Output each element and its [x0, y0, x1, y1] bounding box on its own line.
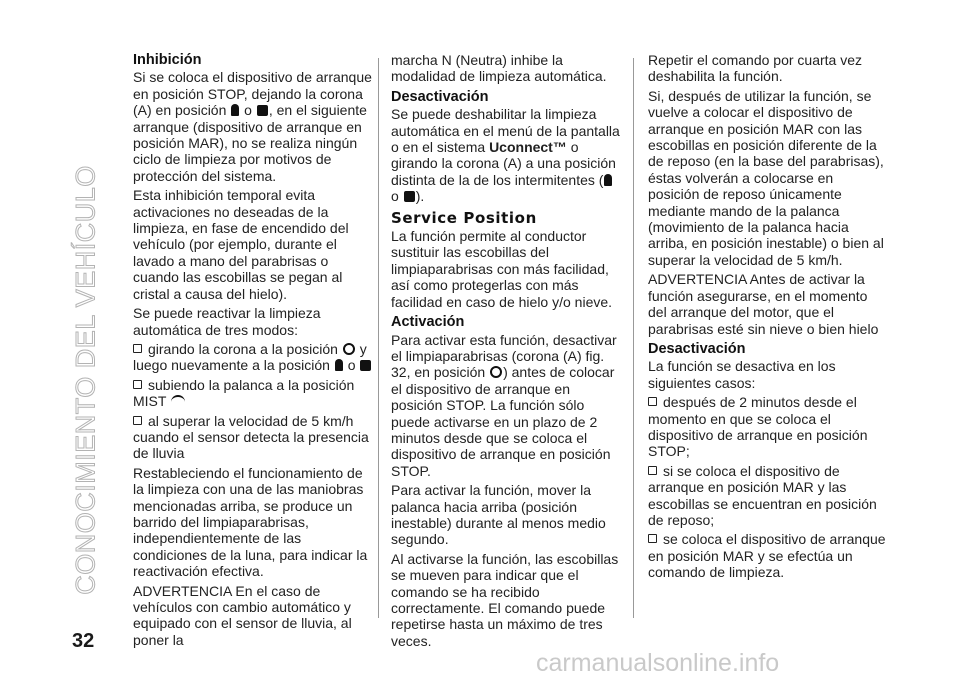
- paragraph: La función se desactiva en los siguientes casos:: [648, 358, 836, 391]
- paragraph: Esta inhibición temporal evita activaciones no deseadas de la limpieza, en fase de encendido del vehículo (por ejemplo, durante el lavado a mano del parabrisas o cuando las escobillas se pegan al cristal a causa del hielo).: [133, 187, 349, 302]
- bullet-icon: [648, 397, 657, 406]
- heading-activacion: Activación: [391, 314, 465, 331]
- text: o: [244, 102, 252, 119]
- bullet-icon: [133, 380, 142, 389]
- heading-inhibicion: Inhibición: [133, 52, 202, 68]
- text: ) antes de colocar el dispositivo de arranque en posición STOP. La función sólo puede activarse en un plazo de 2 minutos desde que se coloca el dispositivo de arranque en posición STOP.: [391, 364, 615, 479]
- text: Si se coloca el dispositivo de arranque en posición STOP, dejando la corona (A) en posición: [133, 69, 372, 119]
- list-item: [648, 531, 888, 580]
- auto-wipe-symbol-icon: [257, 105, 268, 116]
- intermittent-symbol-icon: [604, 174, 612, 186]
- column-divider: [633, 58, 634, 618]
- text: ).: [415, 188, 425, 205]
- intermittent-symbol-icon: [231, 104, 239, 116]
- auto-wipe-symbol-icon: [360, 360, 371, 371]
- text: , en el siguiente arranque (dispositivo de arranque en posición MAR), no se realiza ningún ciclo de limpieza por motivos de protección del sistema.: [133, 102, 367, 184]
- paragraph: Repetir el comando por cuarta vez deshabilita la función.: [648, 52, 862, 85]
- watermark-text: carmanualsonline.info: [536, 649, 780, 677]
- text-column-3: [648, 52, 888, 584]
- bullet-icon: [133, 416, 142, 425]
- brand-name: Uconnect™: [489, 139, 567, 156]
- off-position-icon: [343, 343, 355, 355]
- text: girando la corona a la posición: [148, 340, 338, 357]
- section-side-title: CONOCIMIENTO DEL VEHÍCULO: [70, 165, 101, 595]
- paragraph: [391, 106, 623, 204]
- text: o: [347, 357, 356, 374]
- paragraph: Se puede reactivar la limpieza automática de tres modos:: [133, 305, 321, 338]
- intermittent-symbol-icon: [335, 359, 343, 371]
- text: al superar la velocidad de 5 km/h cuando el sensor detecta la presencia de lluvia: [133, 412, 369, 462]
- paragraph: La función permite al conductor sustituir las escobillas del limpiaparabrisas con más facilidad, así como protegerlas con más facilidad en caso de hielo y/o nieve.: [391, 228, 613, 310]
- paragraph: Si, después de utilizar la función, se vuelve a colocar el dispositivo de arranque en posición MAR con las escobillas en posición diferente de la de reposo (en la base del parabrisas), éstas volverán a colocarse en posición de reposo únicamente mediante mando de la palanca (movimiento de la palanca hacia arriba, en posición inestable) o bien al superar la velocidad de 5 km/h.: [648, 87, 884, 268]
- paragraph: Para activar la función, mover la palanca hacia arriba (posición inestable) durante al menos medio segundo.: [391, 482, 606, 548]
- paragraph: [133, 69, 373, 184]
- heading-service-position: Service Position: [391, 208, 537, 227]
- text: Se puede deshabilitar la limpieza automática en el menú de la pantalla o en el sistema: [391, 106, 620, 156]
- text: si se coloca el dispositivo de arranque en posición MAR y las escobillas se encuentran en posición de reposo;: [648, 462, 877, 528]
- list-item: [648, 463, 888, 529]
- list-item: [133, 413, 373, 462]
- page-number: 32: [72, 630, 95, 652]
- list-item: [648, 394, 888, 460]
- text-column-2: [391, 52, 623, 652]
- bullet-icon: [648, 534, 657, 543]
- list-item: [133, 377, 373, 410]
- text: se coloca el dispositivo de arranque en posición MAR y se efectúa un comando de limpieza.: [648, 531, 886, 581]
- off-position-icon: [490, 366, 502, 378]
- text-column-1: [133, 52, 373, 651]
- paragraph: ADVERTENCIA Antes de activar la función asegurarse, en el momento del arranque del motor, que el parabrisas esté sin nieve o bien hielo: [648, 271, 879, 337]
- list-item: [133, 341, 373, 374]
- paragraph: marcha N (Neutra) inhibe la modalidad de limpieza automática.: [391, 52, 607, 85]
- text: o girando la corona (A) a una posición distinta de la de los intermitentes (: [391, 139, 616, 188]
- heading-desactivacion: Desactivación: [648, 340, 746, 357]
- paragraph: [391, 332, 623, 480]
- text: y luego nuevamente a la posición: [133, 340, 367, 374]
- heading-desactivacion: Desactivación: [391, 88, 489, 105]
- auto-wipe-symbol-icon: [404, 191, 415, 202]
- text: después de 2 minutos desde el momento en que se coloca el dispositivo de arranque en posición STOP;: [648, 394, 868, 460]
- column-divider: [378, 58, 379, 618]
- paragraph: Restableciendo el funcionamiento de la limpieza con una de las maniobras mencionadas arriba, se produce un barrido del limpiaparabrisas, independientemente de las condiciones de la luna, para indicar la reactivación efectiva.: [133, 464, 368, 580]
- text: subiendo la palanca a la posición MIST: [133, 376, 355, 410]
- paragraph: Al activarse la función, las escobillas se mueven para indicar que el comando se ha recibido correctamente. El comando puede repetirse hasta un máximo de tres veces.: [391, 550, 619, 649]
- bullet-icon: [133, 344, 142, 353]
- windscreen-wiper-icon: [171, 395, 185, 407]
- text: o: [391, 188, 399, 205]
- bullet-icon: [648, 466, 657, 475]
- text: Para activar esta función, desactivar el limpiaparabrisas (corona (A) fig. 32, en posición: [391, 331, 617, 381]
- paragraph: ADVERTENCIA En el caso de vehículos con cambio automático y equipado con el sensor de lluvia, al poner la: [133, 582, 352, 648]
